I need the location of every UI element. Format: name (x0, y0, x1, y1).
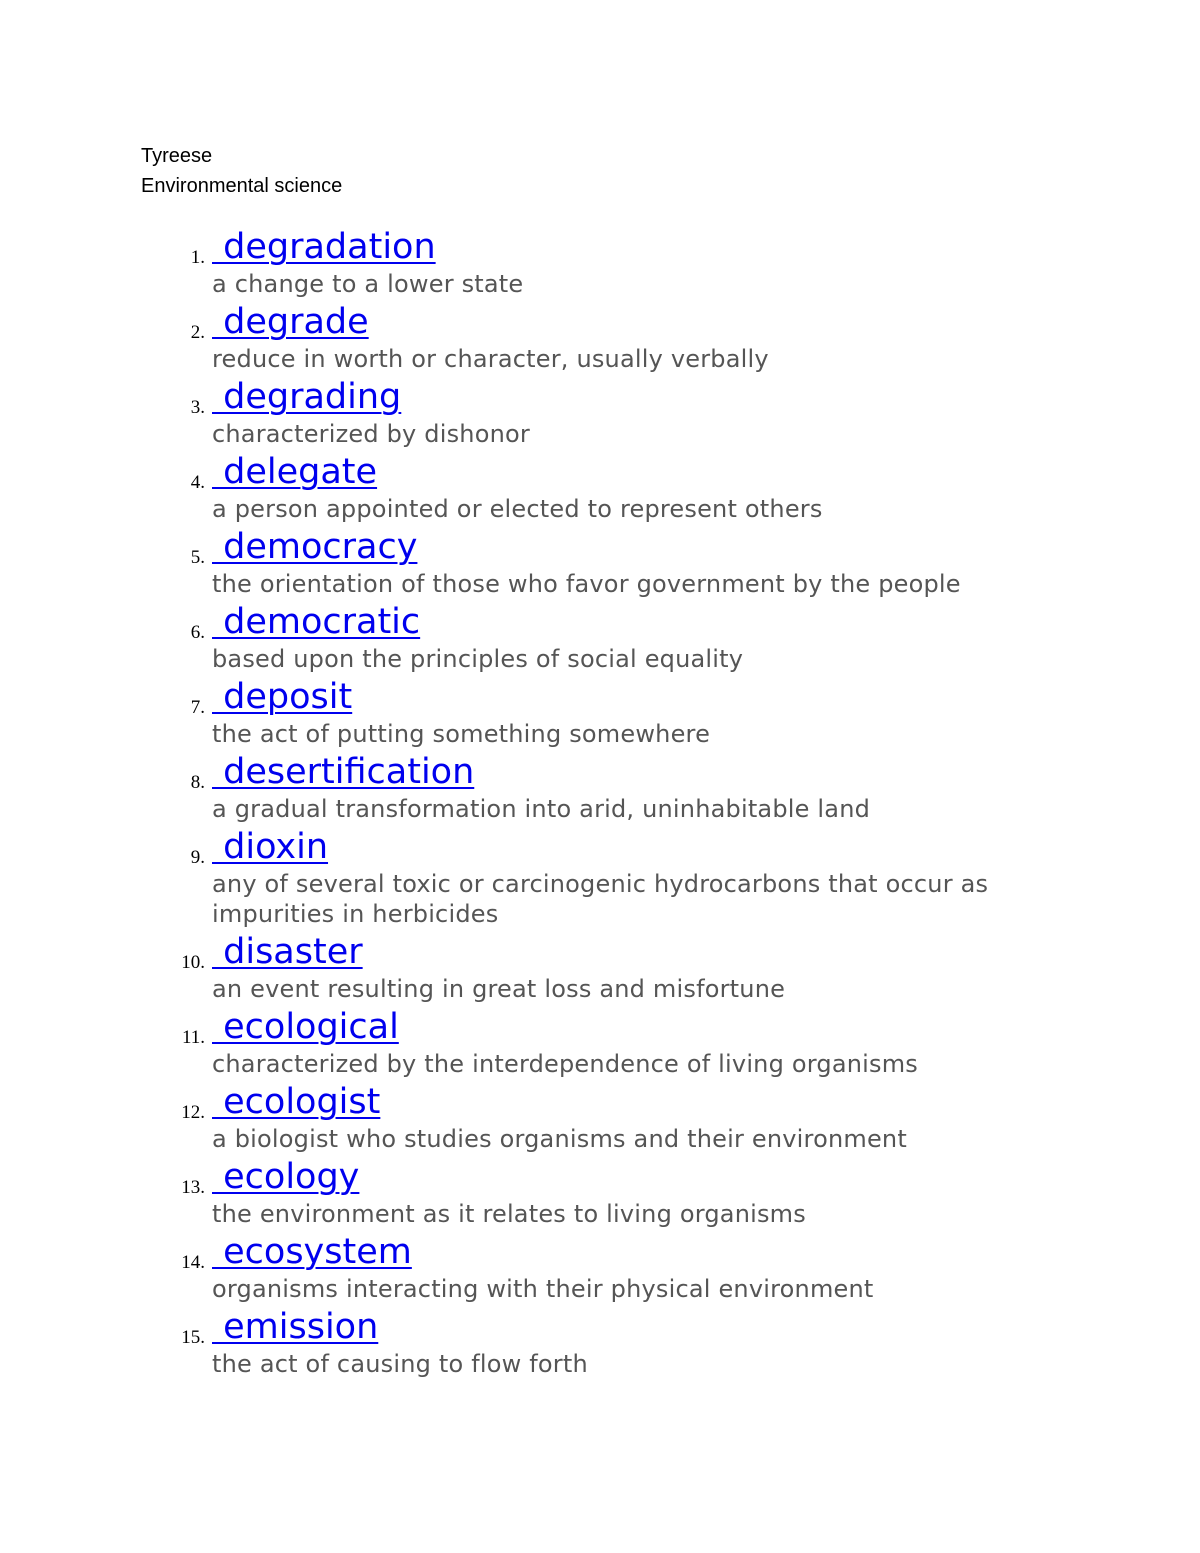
vocabulary-entry (0, 301, 1200, 374)
term-link[interactable]: degrading (212, 377, 402, 417)
term-definition: a person appointed or elected to represent others (212, 495, 823, 523)
vocabulary-entry (0, 226, 1200, 299)
vocabulary-entry (0, 601, 1200, 674)
document-header (141, 141, 342, 201)
term-link[interactable]: democracy (212, 527, 418, 567)
vocabulary-entry (0, 1156, 1200, 1229)
term-definition: the orientation of those who favor government by the people (212, 570, 961, 598)
entry-number: 6. (190, 622, 205, 643)
term-definition: a gradual transformation into arid, uninhabitable land (212, 795, 871, 823)
entry-number: 8. (190, 772, 205, 793)
term-definition: any of several toxic or carcinogenic hydrocarbons that occur as impurities in herbicides (212, 870, 989, 928)
term-link[interactable]: ecology (212, 1157, 360, 1197)
term-definition: a biologist who studies organisms and their environment (212, 1125, 907, 1153)
term-definition: characterized by the interdependence of living organisms (212, 1050, 918, 1078)
term-link[interactable]: desertification (212, 752, 475, 792)
entry-number: 3. (190, 397, 205, 418)
entry-number: 15. (181, 1327, 205, 1348)
term-definition: the act of causing to flow forth (212, 1350, 588, 1378)
term-link[interactable]: dioxin (212, 827, 329, 867)
entry-number: 7. (190, 697, 205, 718)
vocabulary-entry (0, 526, 1200, 599)
entry-number: 13. (181, 1177, 205, 1198)
term-link[interactable]: ecosystem (212, 1232, 412, 1272)
entry-number: 10. (181, 952, 205, 973)
term-link[interactable]: degrade (212, 302, 369, 342)
term-link[interactable]: emission (212, 1307, 379, 1347)
vocabulary-entry (0, 376, 1200, 449)
term-definition: the act of putting something somewhere (212, 720, 711, 748)
vocabulary-entry (0, 451, 1200, 524)
term-definition: based upon the principles of social equality (212, 645, 744, 673)
vocabulary-entry (0, 1231, 1200, 1304)
vocabulary-entry (0, 1006, 1200, 1079)
vocabulary-entry (0, 931, 1200, 1004)
entry-number: 5. (190, 547, 205, 568)
vocabulary-entry (0, 676, 1200, 749)
vocabulary-entry (0, 1306, 1200, 1379)
term-link[interactable]: deposit (212, 677, 353, 717)
vocabulary-entry (0, 1081, 1200, 1154)
term-definition: reduce in worth or character, usually verbally (212, 345, 769, 373)
term-link[interactable]: ecologist (212, 1082, 381, 1122)
term-link[interactable]: disaster (212, 932, 363, 972)
term-link[interactable]: delegate (212, 452, 378, 492)
subject-title: Environmental science (141, 175, 343, 197)
term-definition: a change to a lower state (212, 270, 524, 298)
vocabulary-entry (0, 751, 1200, 824)
term-link[interactable]: ecological (212, 1007, 399, 1047)
vocabulary-entry (0, 826, 1200, 929)
entry-number: 1. (190, 247, 205, 268)
entry-number: 11. (181, 1027, 205, 1048)
entry-number: 9. (190, 847, 205, 868)
term-definition: the environment as it relates to living organisms (212, 1200, 806, 1228)
vocabulary-list (0, 226, 1200, 1379)
term-link[interactable]: degradation (212, 227, 436, 267)
term-definition: an event resulting in great loss and misfortune (212, 975, 786, 1003)
term-definition: organisms interacting with their physical environment (212, 1275, 874, 1303)
entry-number: 12. (181, 1102, 205, 1123)
term-link[interactable]: democratic (212, 602, 421, 642)
entry-number: 2. (190, 322, 205, 343)
entry-number: 4. (190, 472, 205, 493)
student-name: Tyreese (141, 145, 213, 167)
entry-number: 14. (181, 1252, 205, 1273)
term-definition: characterized by dishonor (212, 420, 530, 448)
